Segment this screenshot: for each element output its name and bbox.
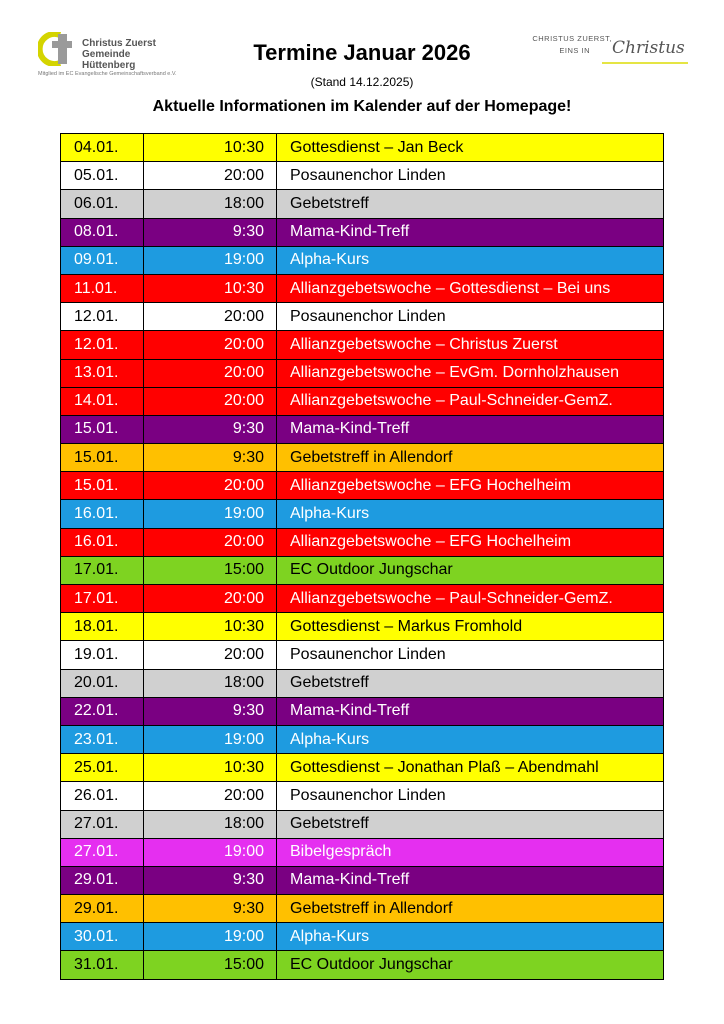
event-title: Alpha-Kurs bbox=[277, 246, 664, 274]
event-time: 20:00 bbox=[144, 387, 277, 415]
event-row bbox=[61, 415, 664, 443]
event-time: 10:30 bbox=[144, 274, 277, 302]
page-subtitle: Aktuelle Informationen im Kalender auf der Homepage! bbox=[152, 98, 572, 115]
event-title: Allianzgebetswoche – Christus Zuerst bbox=[277, 331, 664, 359]
event-date: 15.01. bbox=[61, 472, 144, 500]
event-date: 12.01. bbox=[61, 303, 144, 331]
event-date: 08.01. bbox=[61, 218, 144, 246]
event-date: 05.01. bbox=[61, 162, 144, 190]
event-time: 10:30 bbox=[144, 754, 277, 782]
event-row bbox=[61, 669, 664, 697]
event-row bbox=[61, 754, 664, 782]
event-time: 15:00 bbox=[144, 951, 277, 979]
event-row bbox=[61, 782, 664, 810]
event-time: 18:00 bbox=[144, 669, 277, 697]
event-title: Gebetstreff bbox=[277, 669, 664, 697]
event-time: 19:00 bbox=[144, 923, 277, 951]
event-row bbox=[61, 528, 664, 556]
event-row bbox=[61, 190, 664, 218]
event-row bbox=[61, 274, 664, 302]
event-time: 20:00 bbox=[144, 472, 277, 500]
event-title: Allianzgebetswoche – Paul-Schneider-GemZ. bbox=[277, 387, 664, 415]
event-time: 20:00 bbox=[144, 641, 277, 669]
event-title: Allianzgebetswoche – EvGm. Dornholzhausen bbox=[277, 359, 664, 387]
event-date: 29.01. bbox=[61, 866, 144, 894]
event-title: Bibelgespräch bbox=[277, 838, 664, 866]
event-title: Mama-Kind-Treff bbox=[277, 415, 664, 443]
event-date: 11.01. bbox=[61, 274, 144, 302]
event-time: 20:00 bbox=[144, 528, 277, 556]
page-title: Termine Januar 2026 bbox=[253, 40, 471, 65]
event-title: Alpha-Kurs bbox=[277, 725, 664, 753]
event-row bbox=[61, 585, 664, 613]
event-title: Allianzgebetswoche – EFG Hochelheim bbox=[277, 472, 664, 500]
event-date: 14.01. bbox=[61, 387, 144, 415]
event-time: 19:00 bbox=[144, 838, 277, 866]
event-date: 18.01. bbox=[61, 613, 144, 641]
event-row bbox=[61, 697, 664, 725]
motto-bottom: EINS IN bbox=[559, 46, 590, 55]
event-row bbox=[61, 866, 664, 894]
event-time: 9:30 bbox=[144, 895, 277, 923]
event-time: 19:00 bbox=[144, 500, 277, 528]
event-title: Gebetstreff bbox=[277, 190, 664, 218]
event-title: Mama-Kind-Treff bbox=[277, 697, 664, 725]
event-title: Alpha-Kurs bbox=[277, 500, 664, 528]
event-time: 9:30 bbox=[144, 218, 277, 246]
event-time: 20:00 bbox=[144, 162, 277, 190]
event-date: 17.01. bbox=[61, 556, 144, 584]
event-row bbox=[61, 331, 664, 359]
event-title: Posaunenchor Linden bbox=[277, 162, 664, 190]
event-title: Mama-Kind-Treff bbox=[277, 866, 664, 894]
event-date: 27.01. bbox=[61, 838, 144, 866]
event-title: Posaunenchor Linden bbox=[277, 303, 664, 331]
event-row bbox=[61, 303, 664, 331]
event-date: 06.01. bbox=[61, 190, 144, 218]
event-title: Allianzgebetswoche – Paul-Schneider-GemZ. bbox=[277, 585, 664, 613]
event-row bbox=[61, 641, 664, 669]
event-date: 19.01. bbox=[61, 641, 144, 669]
event-title: Allianzgebetswoche – Gottesdienst – Bei uns bbox=[277, 274, 664, 302]
event-time: 20:00 bbox=[144, 331, 277, 359]
event-row bbox=[61, 951, 664, 979]
event-time: 15:00 bbox=[144, 556, 277, 584]
event-title: Posaunenchor Linden bbox=[277, 782, 664, 810]
event-date: 23.01. bbox=[61, 725, 144, 753]
event-date: 31.01. bbox=[61, 951, 144, 979]
event-row bbox=[61, 387, 664, 415]
event-title: Gebetstreff in Allendorf bbox=[277, 895, 664, 923]
event-time: 20:00 bbox=[144, 782, 277, 810]
event-time: 18:00 bbox=[144, 190, 277, 218]
event-date: 15.01. bbox=[61, 415, 144, 443]
motto-top: CHRISTUS ZUERST, bbox=[532, 34, 612, 43]
event-title: Gottesdienst – Markus Fromhold bbox=[277, 613, 664, 641]
event-date: 29.01. bbox=[61, 895, 144, 923]
event-row bbox=[61, 556, 664, 584]
stand-date: (Stand 14.12.2025) bbox=[310, 75, 414, 89]
event-row bbox=[61, 725, 664, 753]
events-body bbox=[61, 134, 664, 980]
event-row bbox=[61, 246, 664, 274]
event-time: 9:30 bbox=[144, 415, 277, 443]
event-time: 20:00 bbox=[144, 585, 277, 613]
event-row bbox=[61, 613, 664, 641]
event-row bbox=[61, 810, 664, 838]
event-row bbox=[61, 134, 664, 162]
event-title: Mama-Kind-Treff bbox=[277, 218, 664, 246]
event-title: Posaunenchor Linden bbox=[277, 641, 664, 669]
event-date: 25.01. bbox=[61, 754, 144, 782]
event-row bbox=[61, 838, 664, 866]
event-time: 9:30 bbox=[144, 697, 277, 725]
event-row bbox=[61, 472, 664, 500]
event-title: Gottesdienst – Jonathan Plaß – Abendmahl bbox=[277, 754, 664, 782]
event-time: 10:30 bbox=[144, 613, 277, 641]
event-time: 20:00 bbox=[144, 359, 277, 387]
logo-line-1: Christus Zuerst bbox=[82, 38, 156, 49]
event-date: 12.01. bbox=[61, 331, 144, 359]
event-title: Alpha-Kurs bbox=[277, 923, 664, 951]
event-time: 18:00 bbox=[144, 810, 277, 838]
event-title: EC Outdoor Jungschar bbox=[277, 951, 664, 979]
event-row bbox=[61, 162, 664, 190]
event-date: 20.01. bbox=[61, 669, 144, 697]
event-date: 09.01. bbox=[61, 246, 144, 274]
event-date: 22.01. bbox=[61, 697, 144, 725]
logo-line-2: Gemeinde bbox=[82, 49, 131, 60]
event-time: 19:00 bbox=[144, 246, 277, 274]
event-date: 15.01. bbox=[61, 444, 144, 472]
event-time: 9:30 bbox=[144, 866, 277, 894]
event-time: 9:30 bbox=[144, 444, 277, 472]
event-time: 20:00 bbox=[144, 303, 277, 331]
event-time: 19:00 bbox=[144, 725, 277, 753]
event-date: 27.01. bbox=[61, 810, 144, 838]
event-date: 17.01. bbox=[61, 585, 144, 613]
events-table bbox=[60, 133, 664, 980]
event-row bbox=[61, 444, 664, 472]
event-row bbox=[61, 359, 664, 387]
event-title: Allianzgebetswoche – EFG Hochelheim bbox=[277, 528, 664, 556]
event-title: EC Outdoor Jungschar bbox=[277, 556, 664, 584]
event-time: 10:30 bbox=[144, 134, 277, 162]
event-title: Gebetstreff in Allendorf bbox=[277, 444, 664, 472]
logo-line-3: Hüttenberg bbox=[82, 60, 136, 71]
event-date: 16.01. bbox=[61, 528, 144, 556]
event-date: 16.01. bbox=[61, 500, 144, 528]
motto-script: Christus bbox=[612, 38, 685, 58]
event-title: Gebetstreff bbox=[277, 810, 664, 838]
event-row bbox=[61, 895, 664, 923]
event-row bbox=[61, 218, 664, 246]
event-row bbox=[61, 923, 664, 951]
event-date: 13.01. bbox=[61, 359, 144, 387]
event-title: Gottesdienst – Jan Beck bbox=[277, 134, 664, 162]
event-row bbox=[61, 500, 664, 528]
event-date: 26.01. bbox=[61, 782, 144, 810]
logo-subline: Mitglied im EC Evangelische Gemeinschaftsverband e.V. bbox=[38, 71, 177, 77]
event-date: 30.01. bbox=[61, 923, 144, 951]
event-date: 04.01. bbox=[61, 134, 144, 162]
